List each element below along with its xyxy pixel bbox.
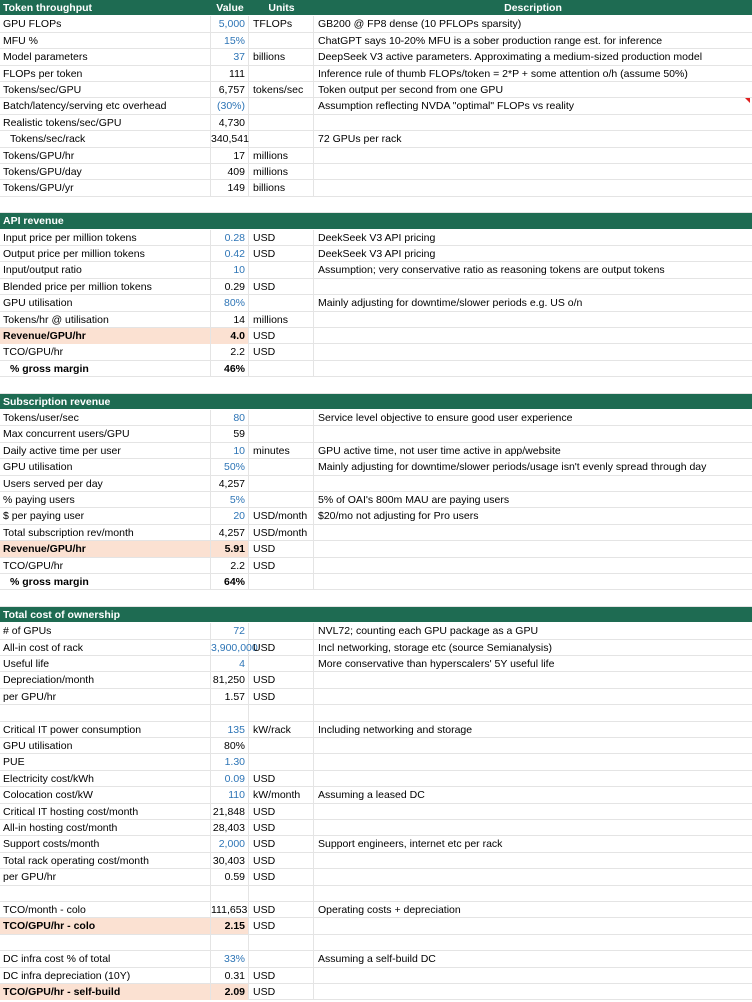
unit-cell[interactable]: millions: [249, 164, 314, 180]
table-row: [0, 49, 752, 65]
table-row: [0, 246, 752, 262]
value-cell[interactable]: 64%: [211, 574, 249, 590]
value-cell[interactable]: 4.0: [211, 328, 249, 344]
unit-cell[interactable]: [249, 262, 314, 278]
value-cell[interactable]: 80%: [211, 295, 249, 311]
table-row: [0, 574, 752, 590]
description-cell[interactable]: [314, 820, 752, 836]
value-cell[interactable]: 46%: [211, 361, 249, 377]
description-cell[interactable]: [314, 689, 752, 705]
value-cell[interactable]: (30%): [211, 98, 249, 114]
table-row: [0, 459, 752, 475]
table-row: [0, 508, 752, 524]
label-cell[interactable]: Useful life: [0, 656, 211, 672]
section-header: [0, 213, 752, 229]
unit-cell[interactable]: tokens/sec: [249, 82, 314, 98]
description-cell[interactable]: Mainly adjusting for downtime/slower periods/usage isn't evenly spread through day: [318, 461, 707, 474]
value-cell[interactable]: 149: [211, 180, 249, 196]
label-cell[interactable]: Critical IT hosting cost/month: [0, 804, 211, 820]
description-cell[interactable]: [314, 968, 752, 984]
unit-cell[interactable]: USD: [249, 246, 314, 262]
table-row: [0, 754, 752, 770]
value-cell[interactable]: 30,403: [211, 853, 249, 869]
value-cell[interactable]: 17: [211, 148, 249, 164]
table-row: [0, 295, 752, 311]
value-cell[interactable]: 14: [211, 312, 249, 328]
label-cell[interactable]: Users served per day: [0, 476, 211, 492]
blank-row: [0, 935, 752, 951]
description-cell[interactable]: Service level objective to ensure good user experience: [318, 412, 573, 424]
table-row: [0, 328, 752, 344]
table-row: [0, 738, 752, 754]
unit-cell[interactable]: USD: [249, 968, 314, 984]
label-cell[interactable]: DC infra depreciation (10Y): [0, 968, 211, 984]
label-cell[interactable]: Tokens/sec/rack: [0, 131, 211, 147]
table-row: [0, 722, 752, 738]
description-cell[interactable]: [314, 426, 752, 442]
label-cell[interactable]: FLOPs per token: [0, 66, 211, 82]
description-cell[interactable]: Including networking and storage: [318, 723, 473, 736]
description-cell[interactable]: [314, 771, 752, 787]
table-row: [0, 853, 752, 869]
description-cell[interactable]: [314, 558, 752, 574]
description-cell[interactable]: DeekSeek V3 API pricing: [318, 248, 436, 260]
description-cell[interactable]: 72 GPUs per rack: [318, 133, 402, 146]
table-row: [0, 476, 752, 492]
value-cell[interactable]: 340,541: [211, 133, 249, 146]
description-cell[interactable]: [314, 164, 752, 180]
description-cell[interactable]: Support engineers, internet etc per rack: [318, 838, 503, 851]
value-cell[interactable]: 3,900,000: [211, 641, 258, 654]
value-cell[interactable]: 1.30: [211, 754, 249, 770]
description-cell[interactable]: [314, 115, 752, 131]
description-cell[interactable]: Incl networking, storage etc (source Semianalysis): [318, 641, 553, 654]
value-cell[interactable]: [211, 705, 249, 721]
table-row: [0, 869, 752, 885]
column-header-description[interactable]: [314, 394, 752, 410]
label-cell[interactable]: Model parameters: [0, 49, 211, 65]
table-row: [0, 640, 752, 656]
table-row: [0, 623, 752, 639]
table-row: [0, 262, 752, 278]
table-row: [0, 541, 752, 557]
blank-row: [0, 705, 752, 721]
unit-cell[interactable]: USD: [249, 344, 314, 360]
label-cell[interactable]: [0, 886, 211, 902]
label-cell[interactable]: MFU %: [0, 33, 211, 49]
description-cell[interactable]: [314, 279, 752, 295]
label-cell[interactable]: Input price per million tokens: [0, 230, 211, 246]
value-cell[interactable]: 5%: [211, 492, 249, 508]
column-header-description[interactable]: Description: [504, 2, 562, 14]
unit-cell[interactable]: [249, 623, 314, 639]
label-cell[interactable]: Blended price per million tokens: [0, 279, 211, 295]
description-cell[interactable]: 5% of OAI's 800m MAU are paying users: [318, 494, 510, 506]
value-cell[interactable]: 2.09: [211, 984, 249, 1000]
unit-cell[interactable]: [249, 886, 314, 902]
label-cell[interactable]: All-in hosting cost/month: [0, 820, 211, 836]
table-row: [0, 951, 752, 967]
unit-cell[interactable]: [249, 935, 314, 951]
unit-cell[interactable]: [249, 705, 314, 721]
description-cell[interactable]: Assumption reflecting NVDA "optimal" FLOPs vs reality: [314, 98, 752, 114]
column-header-value[interactable]: [211, 213, 249, 229]
unit-cell[interactable]: USD: [249, 541, 314, 557]
column-header-description[interactable]: [314, 213, 752, 229]
label-cell[interactable]: GPU utilisation: [0, 295, 211, 311]
description-cell[interactable]: Operating costs + depreciation: [318, 904, 461, 916]
label-cell[interactable]: Tokens/hr @ utilisation: [0, 312, 211, 328]
table-row: [0, 115, 752, 131]
unit-cell[interactable]: kW/month: [249, 787, 314, 803]
value-cell[interactable]: 2,000: [211, 836, 249, 852]
unit-cell[interactable]: USD: [249, 984, 314, 1000]
column-header-units[interactable]: [249, 607, 314, 623]
description-cell[interactable]: [314, 525, 752, 541]
unit-cell[interactable]: millions: [249, 148, 314, 164]
label-cell[interactable]: per GPU/hr: [0, 689, 211, 705]
value-cell[interactable]: 10: [211, 443, 249, 459]
description-cell[interactable]: [314, 574, 752, 590]
table-row: [0, 230, 752, 246]
unit-cell[interactable]: USD: [249, 820, 314, 836]
table-row: [0, 426, 752, 442]
unit-cell[interactable]: [249, 361, 314, 377]
column-header-description[interactable]: [314, 607, 752, 623]
label-cell[interactable]: Electricity cost/kWh: [0, 771, 211, 787]
value-cell[interactable]: 0.31: [211, 968, 249, 984]
section-header: [0, 607, 752, 623]
table-row: [0, 98, 752, 114]
column-header-units[interactable]: [249, 394, 314, 410]
table-row: [0, 344, 752, 360]
label-cell[interactable]: Output price per million tokens: [0, 246, 211, 262]
value-cell[interactable]: 80%: [211, 738, 249, 754]
description-cell[interactable]: [314, 344, 752, 360]
table-row: [0, 33, 752, 49]
section-title[interactable]: API revenue: [3, 215, 64, 228]
value-cell[interactable]: 409: [211, 164, 249, 180]
description-cell[interactable]: Assumption; very conservative ratio as reasoning tokens are output tokens: [318, 264, 665, 277]
label-cell[interactable]: [0, 935, 211, 951]
unit-cell[interactable]: USD/month: [249, 508, 314, 524]
table-row: [0, 656, 752, 672]
unit-cell[interactable]: [249, 754, 314, 770]
value-cell[interactable]: 4,257: [211, 476, 249, 492]
description-cell[interactable]: [314, 738, 752, 754]
description-cell[interactable]: GB200 @ FP8 dense (10 PFLOPs sparsity): [318, 18, 522, 31]
unit-cell[interactable]: kW/rack: [249, 722, 314, 738]
description-cell[interactable]: DeekSeek V3 API pricing: [318, 231, 436, 244]
value-cell[interactable]: 0.42: [211, 246, 249, 262]
value-cell[interactable]: 21,848: [211, 804, 249, 820]
value-cell[interactable]: 72: [211, 623, 249, 639]
table-row: [0, 771, 752, 787]
table-row: [0, 16, 752, 32]
value-cell[interactable]: 4,730: [211, 115, 249, 131]
description-cell[interactable]: Inference rule of thumb FLOPs/token = 2*P + some attention o/h (assume 50%): [318, 67, 688, 80]
table-row: [0, 164, 752, 180]
description-cell[interactable]: DeepSeek V3 active parameters. Approximating a medium-sized production model: [318, 51, 703, 64]
table-row: [0, 787, 752, 803]
value-cell[interactable]: 5.91: [211, 541, 249, 557]
description-cell[interactable]: More conservative than hyperscalers' 5Y useful life: [318, 658, 555, 670]
label-cell[interactable]: [0, 705, 211, 721]
label-cell[interactable]: GPU utilisation: [0, 738, 211, 754]
unit-cell[interactable]: USD: [249, 902, 314, 918]
column-header-units[interactable]: [249, 213, 314, 229]
value-cell[interactable]: 2.15: [211, 918, 249, 934]
unit-cell[interactable]: [249, 410, 314, 426]
unit-cell[interactable]: millions: [249, 312, 314, 328]
value-cell[interactable]: [211, 935, 249, 951]
unit-cell[interactable]: minutes: [249, 443, 314, 459]
label-cell[interactable]: TCO/GPU/hr - self-build: [0, 984, 211, 1000]
description-cell[interactable]: Assuming a self-build DC: [318, 953, 436, 966]
value-cell[interactable]: 2.2: [211, 558, 249, 574]
value-cell[interactable]: 28,403: [211, 820, 249, 836]
label-cell[interactable]: Input/output ratio: [0, 262, 211, 278]
value-cell[interactable]: 20: [211, 508, 249, 524]
section-header: [0, 0, 752, 16]
value-cell[interactable]: 5,000: [211, 16, 249, 32]
description-cell[interactable]: [314, 312, 752, 328]
table-row: [0, 361, 752, 377]
value-cell[interactable]: 33%: [211, 951, 249, 967]
label-cell[interactable]: % paying users: [0, 492, 211, 508]
description-cell[interactable]: Token output per second from one GPU: [318, 84, 504, 96]
label-cell[interactable]: Revenue/GPU/hr: [0, 328, 211, 344]
description-cell[interactable]: [314, 476, 752, 492]
value-cell[interactable]: 0.29: [211, 279, 249, 295]
unit-cell[interactable]: USD: [249, 672, 314, 688]
description-cell[interactable]: NVL72; counting each GPU package as a GPU: [318, 625, 539, 638]
label-cell[interactable]: Colocation cost/kW: [0, 787, 211, 803]
value-cell[interactable]: 6,757: [211, 82, 249, 98]
unit-cell[interactable]: [249, 476, 314, 492]
description-cell[interactable]: [314, 148, 752, 164]
label-cell[interactable]: % gross margin: [0, 361, 211, 377]
table-row: [0, 525, 752, 541]
label-cell[interactable]: $ per paying user: [0, 508, 211, 524]
value-cell[interactable]: 80: [211, 410, 249, 426]
description-cell[interactable]: GPU active time, not user time active in app/website: [318, 444, 561, 457]
label-cell[interactable]: Revenue/GPU/hr: [0, 541, 211, 557]
description-cell[interactable]: [314, 869, 752, 885]
table-row: [0, 180, 752, 196]
value-cell[interactable]: 2.2: [211, 344, 249, 360]
table-row: [0, 820, 752, 836]
label-cell[interactable]: TCO/GPU/hr: [0, 558, 211, 574]
value-cell[interactable]: 37: [211, 49, 249, 65]
label-cell[interactable]: Tokens/GPU/day: [0, 164, 211, 180]
table-row: [0, 689, 752, 705]
spacer-row: [0, 590, 752, 606]
unit-cell[interactable]: [249, 98, 314, 114]
table-row: [0, 968, 752, 984]
unit-cell[interactable]: [249, 738, 314, 754]
table-row: [0, 312, 752, 328]
label-cell[interactable]: Total subscription rev/month: [0, 525, 211, 541]
value-cell[interactable]: 0.59: [211, 869, 249, 885]
label-cell[interactable]: Tokens/GPU/hr: [0, 148, 211, 164]
unit-cell[interactable]: [249, 656, 314, 672]
table-row: [0, 984, 752, 1000]
value-cell[interactable]: 111: [211, 66, 249, 82]
label-cell[interactable]: Tokens/GPU/yr: [0, 180, 211, 196]
unit-cell[interactable]: billions: [249, 49, 314, 65]
label-cell[interactable]: All-in cost of rack: [0, 640, 211, 656]
table-row: [0, 131, 752, 147]
value-cell[interactable]: 4: [211, 656, 249, 672]
description-cell[interactable]: [314, 361, 752, 377]
table-row: [0, 148, 752, 164]
comment-indicator-icon[interactable]: [745, 98, 750, 103]
value-cell[interactable]: 81,250: [211, 672, 249, 688]
section-title[interactable]: Token throughput: [3, 2, 93, 14]
unit-cell[interactable]: [249, 115, 314, 131]
value-cell[interactable]: 4,257: [211, 525, 249, 541]
unit-cell[interactable]: USD: [249, 689, 314, 705]
label-cell[interactable]: Tokens/user/sec: [0, 410, 211, 426]
table-row: [0, 279, 752, 295]
unit-cell[interactable]: USD: [249, 328, 314, 344]
value-cell[interactable]: 59: [211, 426, 249, 442]
column-header-value[interactable]: [211, 394, 249, 410]
unit-cell[interactable]: [249, 426, 314, 442]
section-title[interactable]: Total cost of ownership: [3, 608, 121, 621]
label-cell[interactable]: % gross margin: [0, 574, 211, 590]
unit-cell[interactable]: USD: [249, 853, 314, 869]
label-cell[interactable]: GPU FLOPs: [0, 16, 211, 32]
column-header-value[interactable]: [211, 607, 249, 623]
label-cell[interactable]: TCO/GPU/hr: [0, 344, 211, 360]
table-row: [0, 918, 752, 934]
label-cell[interactable]: DC infra cost % of total: [0, 951, 211, 967]
unit-cell[interactable]: [249, 295, 314, 311]
unit-cell[interactable]: USD: [249, 771, 314, 787]
description-cell[interactable]: [314, 853, 752, 869]
description-cell[interactable]: [314, 541, 752, 557]
label-cell[interactable]: per GPU/hr: [0, 869, 211, 885]
description-cell[interactable]: [314, 328, 752, 344]
label-cell[interactable]: TCO/GPU/hr - colo: [0, 918, 211, 934]
value-cell[interactable]: 0.09: [211, 771, 249, 787]
table-row: [0, 66, 752, 82]
description-cell[interactable]: [314, 804, 752, 820]
value-cell[interactable]: 111,653: [211, 904, 248, 916]
section-header: [0, 394, 752, 410]
column-header-value[interactable]: Value: [216, 2, 244, 14]
description-cell[interactable]: [314, 935, 752, 951]
spacer-row: [0, 197, 752, 213]
table-row: [0, 804, 752, 820]
table-row: [0, 82, 752, 98]
table-row: [0, 836, 752, 852]
unit-cell[interactable]: USD: [249, 558, 314, 574]
unit-cell[interactable]: USD/month: [249, 525, 314, 541]
unit-cell[interactable]: USD: [249, 279, 314, 295]
unit-cell[interactable]: USD: [249, 836, 314, 852]
unit-cell[interactable]: [249, 459, 314, 475]
description-cell[interactable]: [314, 672, 752, 688]
unit-cell[interactable]: [249, 33, 314, 49]
description-cell[interactable]: ChatGPT says 10-20% MFU is a sober production range est. for inference: [318, 34, 663, 47]
unit-cell[interactable]: USD: [249, 804, 314, 820]
unit-cell[interactable]: [249, 66, 314, 82]
unit-cell[interactable]: USD: [249, 869, 314, 885]
label-cell[interactable]: Tokens/sec/GPU: [0, 82, 211, 98]
unit-cell[interactable]: [249, 131, 314, 147]
label-cell[interactable]: Daily active time per user: [0, 443, 211, 459]
blank-row: [0, 886, 752, 902]
table-row: [0, 672, 752, 688]
value-cell[interactable]: 50%: [211, 459, 249, 475]
label-cell[interactable]: Support costs/month: [0, 836, 211, 852]
value-cell[interactable]: 10: [211, 262, 249, 278]
label-cell[interactable]: Critical IT power consumption: [0, 722, 211, 738]
table-row: [0, 902, 752, 918]
value-cell[interactable]: 15%: [211, 33, 249, 49]
label-cell[interactable]: Total rack operating cost/month: [0, 853, 211, 869]
column-header-units[interactable]: Units: [268, 2, 295, 14]
description-cell[interactable]: [314, 984, 752, 1000]
label-cell[interactable]: TCO/month - colo: [0, 902, 211, 918]
unit-cell[interactable]: TFLOPs: [249, 16, 314, 32]
table-row: [0, 492, 752, 508]
description-cell[interactable]: Mainly adjusting for downtime/slower periods e.g. US o/n: [318, 297, 583, 310]
table-row: [0, 410, 752, 426]
description-cell[interactable]: [314, 754, 752, 770]
label-cell[interactable]: PUE: [0, 754, 211, 770]
value-cell[interactable]: [211, 886, 249, 902]
unit-cell[interactable]: USD: [249, 230, 314, 246]
spacer-row: [0, 377, 752, 393]
value-cell[interactable]: 110: [211, 787, 249, 803]
label-cell[interactable]: Max concurrent users/GPU: [0, 426, 211, 442]
unit-cell[interactable]: [249, 951, 314, 967]
description-cell[interactable]: [314, 180, 752, 196]
value-cell[interactable]: 135: [211, 722, 249, 738]
unit-cell[interactable]: [249, 574, 314, 590]
unit-cell[interactable]: billions: [249, 180, 314, 196]
label-cell[interactable]: GPU utilisation: [0, 459, 211, 475]
table-row: [0, 443, 752, 459]
label-cell[interactable]: Realistic tokens/sec/GPU: [0, 115, 211, 131]
value-cell[interactable]: 1.57: [211, 689, 249, 705]
section-title[interactable]: Subscription revenue: [3, 395, 111, 408]
description-cell[interactable]: [314, 886, 752, 902]
table-row: [0, 558, 752, 574]
description-cell[interactable]: $20/mo not adjusting for Pro users: [318, 510, 479, 523]
label-cell[interactable]: Depreciation/month: [0, 672, 211, 688]
unit-cell[interactable]: USD: [249, 918, 314, 934]
description-cell[interactable]: Assuming a leased DC: [318, 789, 425, 802]
value-cell[interactable]: 0.28: [211, 230, 249, 246]
label-cell[interactable]: Batch/latency/serving etc overhead: [0, 98, 211, 114]
label-cell[interactable]: # of GPUs: [0, 623, 211, 639]
description-cell[interactable]: [314, 705, 752, 721]
unit-cell[interactable]: USD: [249, 640, 314, 656]
description-cell[interactable]: [314, 918, 752, 934]
unit-cell[interactable]: [249, 492, 314, 508]
